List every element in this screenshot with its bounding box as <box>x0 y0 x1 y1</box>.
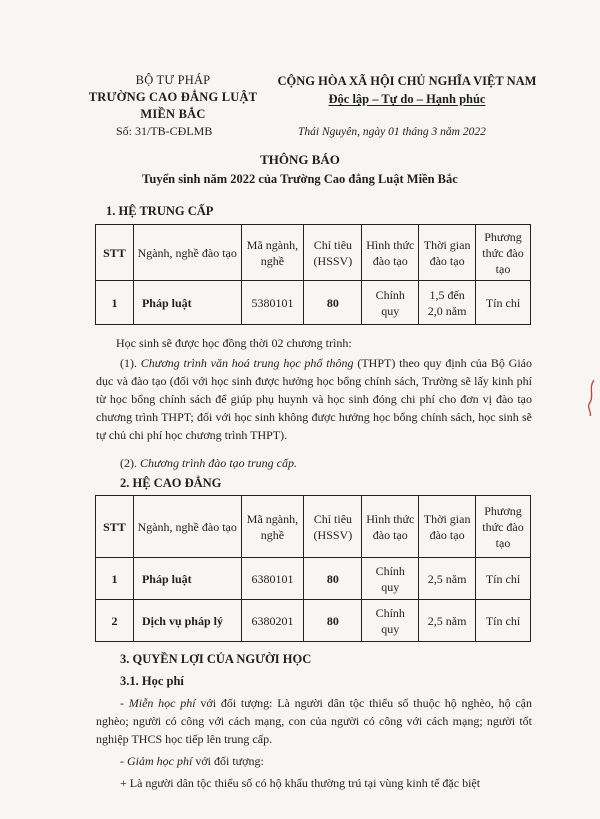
cell-method: Tín chỉ <box>476 281 531 325</box>
exemption-text: với đối tượng: Là người dân tộc thiểu số thuộc hộ nghèo, hộ cận nghèo; người có công với cách mạng, con của người có công với cách mạng; người tốt nghiệp THCS học tiếp lên trung cấp. <box>96 696 532 746</box>
program1-text: (THPT) theo quy định của Bộ Giáo dục và đào tạo (đối với học sinh được hưởng học bổng chính sách, Trường sẽ lấy kinh phí từ học bổng chính sách để giúp phụ huynh và học sinh đóng chi phí cho đơn vị đào tạo chương trình THPT; đối với học sinh không được hưởng học bổng chính sách, học sinh sẽ tự chủ chi phí học chương trình THPT). <box>96 356 532 442</box>
col-code: Mã ngành, nghề <box>241 496 304 558</box>
program2-paragraph <box>120 454 532 472</box>
col-duration: Thời gian đào tạo <box>419 225 476 281</box>
national-name: CỘNG HÒA XÃ HỘI CHỦ NGHĨA VIỆT NAM <box>277 74 537 88</box>
section2-table <box>95 495 531 642</box>
national-motto: Độc lập – Tự do – Hạnh phúc <box>328 92 486 106</box>
school-name-line2: MIỀN BẮC <box>140 107 206 121</box>
document-title: THÔNG BÁO <box>260 152 340 167</box>
reduction-label: Giảm học phí <box>127 754 193 768</box>
col-major: Ngành, nghề đào tạo <box>133 496 241 558</box>
table-header-row <box>96 225 531 281</box>
col-quota: Chỉ tiêu (HSSV) <box>304 496 362 558</box>
cell-form: Chính quy <box>362 281 419 325</box>
section2-heading: 2. HỆ CAO ĐẲNG <box>120 476 222 490</box>
cell-stt: 1 <box>96 281 134 325</box>
table-row <box>96 281 531 325</box>
stamp-fragment-icon <box>586 378 596 418</box>
program1-paragraph <box>96 354 532 444</box>
fee-exemption-paragraph <box>96 694 532 748</box>
cell-form: Chính quy <box>362 558 419 600</box>
col-major: Ngành, nghề đào tạo <box>133 225 241 281</box>
cell-code: 6380101 <box>241 558 304 600</box>
cell-stt: 1 <box>96 558 134 600</box>
reduction-item-paragraph: + Là người dân tộc thiểu số có hộ khẩu thường trú tại vùng kinh tế đặc biệt <box>120 776 481 790</box>
program2-prefix: (2). <box>120 456 140 470</box>
col-stt: STT <box>96 225 134 281</box>
cell-major: Pháp luật <box>133 281 241 325</box>
cell-stt: 2 <box>96 600 134 642</box>
section1-table <box>95 224 531 325</box>
table-row <box>96 600 531 642</box>
section3-1-heading: 3.1. Học phí <box>120 674 184 688</box>
exemption-prefix: - <box>120 696 129 710</box>
cell-quota: 80 <box>304 558 362 600</box>
table-row <box>96 558 531 600</box>
reduction-text: với đối tượng: <box>192 754 264 768</box>
cell-form: Chính quy <box>362 600 419 642</box>
document-subtitle: Tuyển sinh năm 2022 của Trường Cao đẳng Luật Miền Bắc <box>142 172 458 186</box>
cell-quota: 80 <box>304 600 362 642</box>
col-code: Mã ngành, nghề <box>241 225 304 281</box>
school-name-line1: TRƯỜNG CAO ĐẲNG LUẬT <box>88 90 258 104</box>
national-header <box>262 72 552 108</box>
program1-prefix: (1). <box>120 356 141 370</box>
reduction-prefix: - <box>120 754 127 768</box>
program1-title: Chương trình văn hoá trung học phổ thông <box>140 356 354 370</box>
cell-code: 6380201 <box>241 600 304 642</box>
cell-method: Tín chỉ <box>476 600 531 642</box>
col-form: Hình thức đào tạo <box>362 496 419 558</box>
cell-major: Dịch vụ pháp lý <box>133 600 241 642</box>
col-form: Hình thức đào tạo <box>362 225 419 281</box>
fee-reduction-paragraph <box>120 752 532 770</box>
issuer-block <box>78 72 268 123</box>
exemption-label: Miễn học phí <box>128 696 196 710</box>
ministry-name: BỘ TƯ PHÁP <box>135 73 211 87</box>
col-duration: Thời gian đào tạo <box>419 496 476 558</box>
col-stt: STT <box>96 496 134 558</box>
document-number: Số: 31/TB-CĐLMB <box>116 124 213 138</box>
cell-method: Tín chỉ <box>476 558 531 600</box>
document-date: Thái Nguyên, ngày 01 tháng 3 năm 2022 <box>298 126 486 138</box>
table-header-row <box>96 496 531 558</box>
cell-quota: 80 <box>304 281 362 325</box>
col-quota: Chỉ tiêu (HSSV) <box>304 225 362 281</box>
cell-duration: 2,5 năm <box>419 558 476 600</box>
program2-title: Chương trình đào tạo trung cấp. <box>140 456 297 470</box>
cell-code: 5380101 <box>241 281 304 325</box>
cell-duration: 1,5 đến 2,0 năm <box>419 281 476 325</box>
col-method: Phương thức đào tạo <box>476 225 531 281</box>
intro-paragraph: Học sinh sẽ được học đồng thời 02 chương trình: <box>116 336 352 350</box>
col-method: Phương thức đào tạo <box>476 496 531 558</box>
section3-heading: 3. QUYỀN LỢI CỦA NGƯỜI HỌC <box>120 652 312 666</box>
section1-heading: 1. HỆ TRUNG CẤP <box>106 204 214 218</box>
cell-major: Pháp luật <box>133 558 241 600</box>
cell-duration: 2,5 năm <box>419 600 476 642</box>
